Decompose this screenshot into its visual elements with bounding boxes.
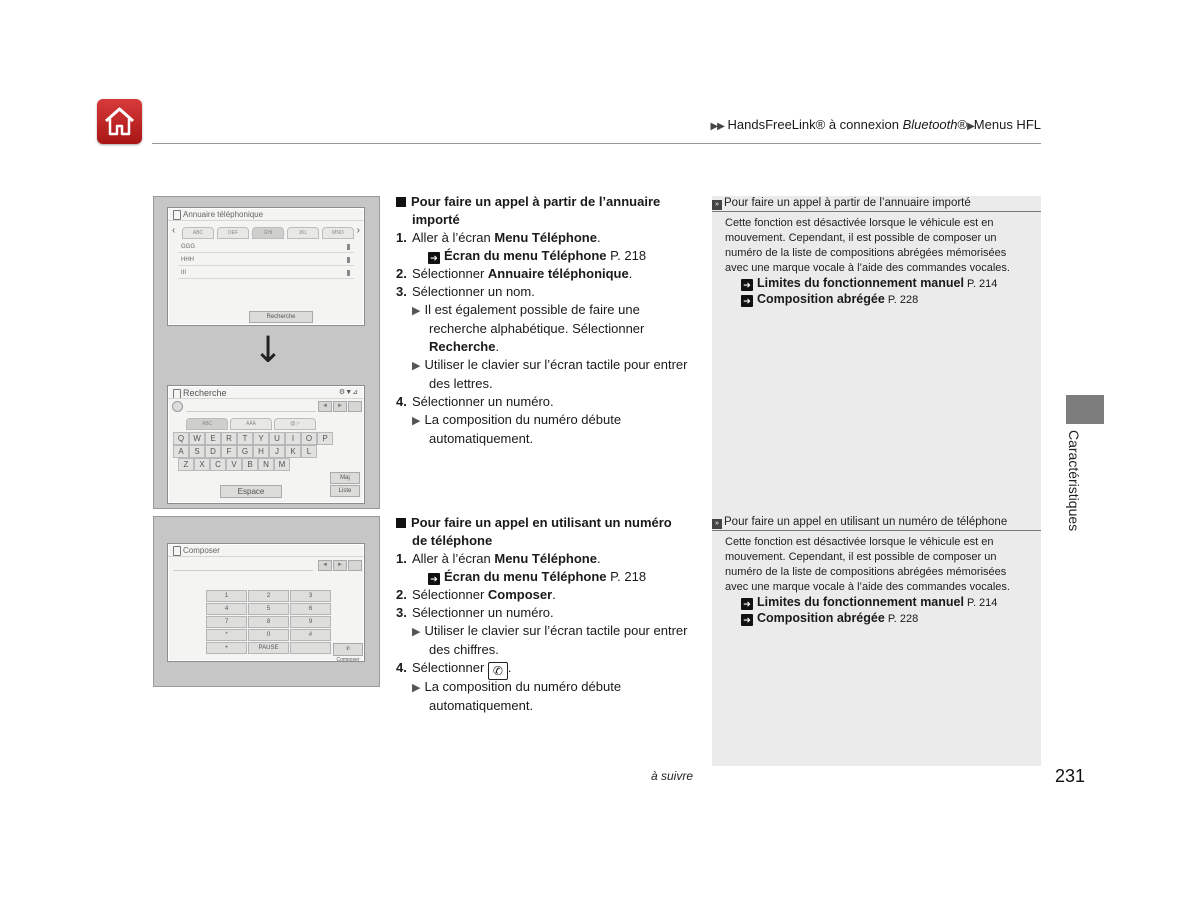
step-4: 4. Sélectionner un numéro. [396, 394, 554, 409]
reference-arrow-icon: ➔ [428, 252, 440, 264]
bullet: ▶ Utiliser le clavier sur l’écran tactile pour entrer [412, 623, 688, 638]
key-q[interactable]: Q [173, 432, 189, 445]
dial-key-1[interactable]: 1 [206, 590, 247, 602]
reference-link[interactable]: ➔ Composition abrégée P. 228 [725, 611, 1041, 627]
home-button[interactable] [97, 99, 142, 144]
reference-link[interactable]: ➔ Écran du menu Téléphone P. 218 [396, 568, 702, 586]
double-arrow-icon: ▶▶ [710, 121, 724, 132]
backspace-button[interactable]: ◄ [318, 560, 332, 571]
square-bullet-icon [396, 197, 406, 207]
step-3: 3. Sélectionner un numéro. [396, 605, 554, 620]
key-p[interactable]: P [317, 432, 333, 445]
dial-key-plus[interactable]: + [206, 642, 247, 654]
list-item[interactable]: HHH [178, 255, 354, 266]
home-icon [102, 104, 137, 139]
tab-abc[interactable]: ABC [182, 227, 214, 239]
bullet-continued: des chiffres. [429, 642, 499, 657]
reference-arrow-icon: ➔ [428, 573, 440, 585]
bullet-continued: Recherche. [429, 339, 500, 354]
bullet-continued: automatiquement. [429, 431, 534, 446]
list-button[interactable]: Liste [330, 485, 360, 497]
bullet-continued: des lettres. [429, 376, 493, 391]
reference-link[interactable]: ➔ Limites du fonctionnement manuel P. 214 [725, 595, 1041, 611]
note-content [712, 212, 1041, 308]
directory-screen [167, 207, 365, 326]
key-f[interactable]: F [221, 445, 237, 458]
title-bar-line [168, 556, 364, 557]
tab-ghi[interactable]: GHI [252, 227, 284, 239]
dial-key-5[interactable]: 5 [248, 603, 289, 615]
shift-button[interactable]: Maj [330, 472, 360, 484]
key-y[interactable]: Y [253, 432, 269, 445]
cursor-right-button[interactable]: ► [333, 560, 347, 571]
breadcrumb [710, 117, 1041, 132]
step-2: 2. Sélectionner Composer. [396, 587, 556, 602]
key-z[interactable]: Z [178, 458, 194, 471]
step-4: 4. Sélectionner ✆ . [396, 660, 512, 678]
search-screen [167, 385, 365, 504]
directory-title: Annuaire téléphonique [173, 210, 263, 220]
dial-key-3[interactable]: 3 [290, 590, 331, 602]
reference-link[interactable]: ➔ Écran du menu Téléphone P. 218 [396, 247, 702, 265]
note-text: Cette fonction est désactivée lorsque le véhicule est en [725, 536, 994, 548]
key-g[interactable]: G [237, 445, 253, 458]
section-title: Pour faire un appel en utilisant un numéro [396, 514, 702, 532]
chapter-label: Caractéristiques [1066, 430, 1082, 532]
triangle-bullet-icon: ▶ [412, 415, 421, 427]
key-a[interactable]: A [173, 445, 189, 458]
phone-icon [173, 210, 181, 220]
reference-arrow-icon: ➔ [741, 279, 753, 291]
key-v[interactable]: V [226, 458, 242, 471]
note-marker-icon: » [712, 519, 722, 529]
title-bar-line [168, 220, 364, 221]
section-title: Pour faire un appel à partir de l’annuaire [396, 193, 702, 211]
signal-icon: ⚙▼⊿ [338, 389, 358, 396]
chapter-tab[interactable] [1066, 395, 1104, 424]
dial-key-star[interactable]: * [206, 629, 247, 641]
key-o[interactable]: O [301, 432, 317, 445]
continued-note: à suivre [651, 769, 694, 783]
reference-arrow-icon: ➔ [741, 598, 753, 610]
dial-key-9[interactable]: 9 [290, 616, 331, 628]
square-bullet-icon [396, 518, 406, 528]
triangle-bullet-icon: ▶ [412, 360, 421, 372]
key-n[interactable]: N [258, 458, 274, 471]
number-input[interactable] [173, 560, 313, 571]
key-s[interactable]: S [189, 445, 205, 458]
arrow-down-icon: ↓ [253, 330, 284, 371]
section-number-call [396, 514, 702, 715]
key-h[interactable]: H [253, 445, 269, 458]
key-x[interactable]: X [194, 458, 210, 471]
note-1 [712, 196, 1041, 308]
tab-mno[interactable]: MNO [322, 227, 354, 239]
step-1: 1. Aller à l’écran Menu Téléphone. [396, 551, 601, 566]
dial-key-pause[interactable]: PAUSE [248, 642, 289, 654]
call-button[interactable]: ✆ Composer [333, 643, 363, 656]
section-directory-call [396, 193, 702, 448]
list-item[interactable]: III [178, 268, 354, 279]
phone-icon [347, 270, 350, 276]
list-item[interactable]: GGG [178, 242, 354, 253]
dial-key-0[interactable]: 0 [248, 629, 289, 641]
tab-def[interactable]: DEF [217, 227, 249, 239]
key-t[interactable]: T [237, 432, 253, 445]
bullet: ▶ La composition du numéro débute [412, 412, 622, 427]
triangle-bullet-icon: ▶ [412, 626, 421, 638]
note-2 [712, 515, 1041, 627]
breadcrumb-italic[interactable]: Bluetooth [902, 117, 958, 132]
note-text: Cette fonction est désactivée lorsque le véhicule est en [725, 217, 994, 229]
dial-key-4[interactable]: 4 [206, 603, 247, 615]
breadcrumb-part-1[interactable]: HandsFreeLink® à connexion [727, 117, 903, 132]
key-w[interactable]: W [189, 432, 205, 445]
triangle-bullet-icon: ▶ [412, 305, 421, 317]
dial-key-blank[interactable] [290, 642, 331, 654]
key-j[interactable]: J [269, 445, 285, 458]
key-r[interactable]: R [221, 432, 237, 445]
breadcrumb-part-2[interactable]: Menus HFL [973, 117, 1041, 132]
handset-icon: ✆ [345, 646, 351, 652]
key-e[interactable]: E [205, 432, 221, 445]
arrow-icon: ▶ [967, 121, 974, 132]
section-title-continued: importé [412, 212, 460, 227]
note-text: mouvement. Cependant, il est possible de composer un [725, 551, 997, 563]
key-k[interactable]: K [285, 445, 301, 458]
tab-symbols[interactable]: @;~ [274, 418, 316, 430]
delete-button[interactable] [348, 401, 362, 412]
bullet-continued: recherche alphabétique. Sélectionner [429, 321, 645, 336]
chevron-right-icon[interactable]: › [356, 225, 360, 236]
note-text: numéro de la liste de compositions abrégées mémorisées [725, 566, 1007, 578]
dial-key-hash[interactable]: # [290, 629, 331, 641]
page-number: 231 [1055, 766, 1086, 786]
key-m[interactable]: M [274, 458, 290, 471]
step-3: 3. Sélectionner un nom. [396, 284, 535, 299]
tab-abc[interactable]: ABC [186, 418, 228, 430]
note-content [712, 531, 1041, 627]
tab-accents[interactable]: ÄÅÄ [230, 418, 272, 430]
note-text: numéro de la liste de compositions abrégées mémorisées [725, 247, 1007, 259]
bullet: ▶ La composition du numéro débute [412, 679, 622, 694]
key-c[interactable]: C [210, 458, 226, 471]
reference-arrow-icon: ➔ [741, 295, 753, 307]
space-button[interactable]: Espace [220, 485, 282, 498]
dial-title: Composer [173, 546, 220, 556]
section-title-continued: de téléphone [412, 533, 493, 548]
note-text: mouvement. Cependant, il est possible de composer un [725, 232, 997, 244]
key-l[interactable]: L [301, 445, 317, 458]
dial-key-2[interactable]: 2 [248, 590, 289, 602]
dial-key-8[interactable]: 8 [248, 616, 289, 628]
key-d[interactable]: D [205, 445, 221, 458]
phone-icon [347, 257, 350, 263]
note-marker-icon: » [712, 200, 722, 210]
header-divider [152, 143, 1041, 144]
reference-link[interactable]: ➔ Composition abrégée P. 228 [725, 292, 1041, 308]
backspace-button[interactable]: ◄ [318, 401, 332, 412]
search-input[interactable] [186, 402, 316, 412]
step-1: 1. Aller à l’écran Menu Téléphone. [396, 230, 601, 245]
search-title: Recherche [173, 388, 227, 399]
call-handset-icon: ✆ [488, 662, 508, 680]
key-u[interactable]: U [269, 432, 285, 445]
dial-key-7[interactable]: 7 [206, 616, 247, 628]
title-bar-line [168, 398, 364, 399]
cursor-right-button[interactable]: ► [333, 401, 347, 412]
dial-key-6[interactable]: 6 [290, 603, 331, 615]
phone-icon [173, 546, 181, 556]
step-2: 2. Sélectionner Annuaire téléphonique. [396, 266, 633, 281]
note-heading: » Pour faire un appel en utilisant un numéro de téléphone [712, 515, 1041, 531]
key-i[interactable]: I [285, 432, 301, 445]
bullet: ▶ Il est également possible de faire une [412, 302, 640, 317]
bullet: ▶ Utiliser le clavier sur l’écran tactile pour entrer [412, 357, 688, 372]
dial-screen [167, 543, 365, 662]
delete-button[interactable] [348, 560, 362, 571]
search-button[interactable]: Recherche [249, 311, 313, 323]
bullet-continued: automatiquement. [429, 698, 534, 713]
triangle-bullet-icon: ▶ [412, 682, 421, 694]
settings-icon[interactable] [172, 401, 183, 412]
chevron-left-icon[interactable]: ‹ [172, 225, 176, 236]
reference-link[interactable]: ➔ Limites du fonctionnement manuel P. 214 [725, 276, 1041, 292]
breadcrumb-reg: ® [957, 117, 968, 132]
screenshot-panel-2 [153, 516, 380, 687]
reference-arrow-icon: ➔ [741, 614, 753, 626]
note-text: avec une marque vocale à l’aide des commandes vocales. [725, 581, 1010, 593]
note-heading: » Pour faire un appel à partir de l’annuaire importé [712, 196, 1041, 212]
note-text: avec une marque vocale à l’aide des commandes vocales. [725, 262, 1010, 274]
phone-icon [347, 244, 350, 250]
tab-jkl[interactable]: JKL [287, 227, 319, 239]
key-b[interactable]: B [242, 458, 258, 471]
